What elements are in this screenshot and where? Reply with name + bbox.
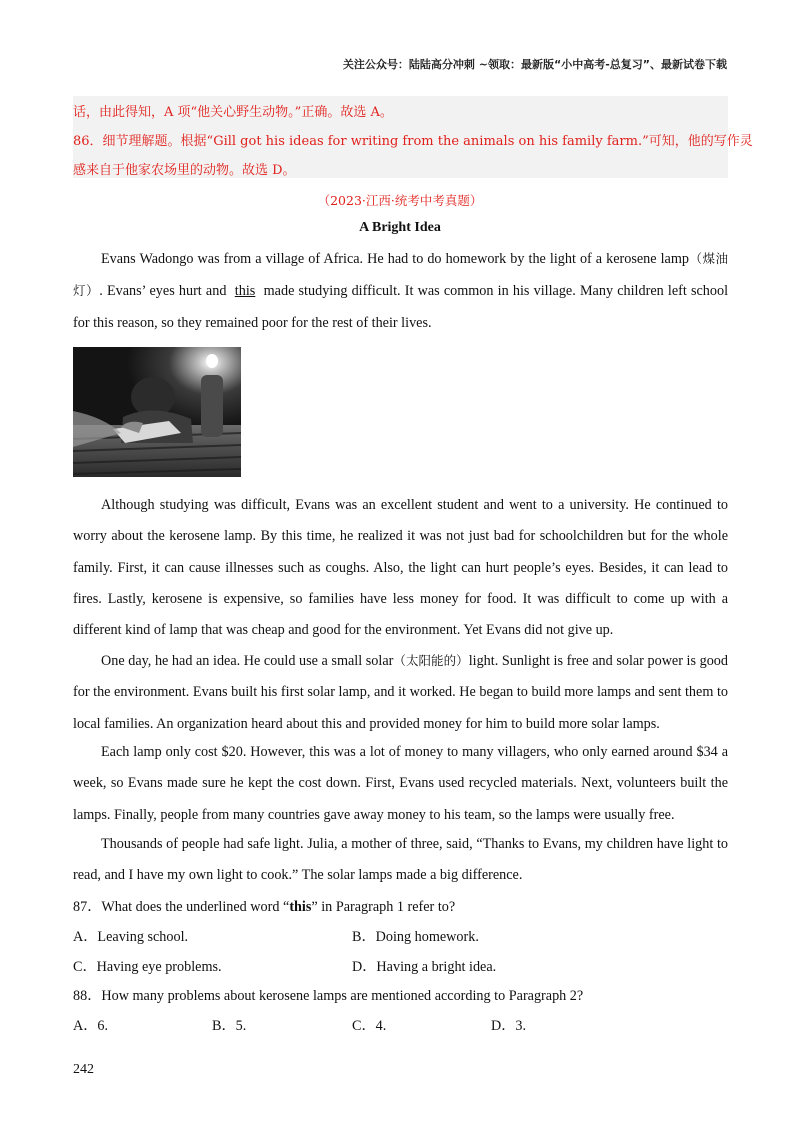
paragraph-1-text-a: Evans Wadongo was from a village of Africa. He had to do homework by the light of a kerosene lamp	[101, 251, 689, 267]
paragraph-1-text-b: . Evans’ eyes hurt and	[99, 283, 227, 300]
boy-studying-photo	[73, 347, 241, 477]
question-88-option-d: D．3.	[491, 1018, 527, 1034]
question-87-option-a: A．Leaving school.	[73, 929, 189, 945]
answer-line-1: 话，由此得知，A 项“他关心野生动物。”正确。故选 A。	[73, 105, 393, 120]
question-87-option-b: B．Doing homework.	[352, 929, 479, 945]
question-87-suffix: ” in Paragraph 1 refer to?	[311, 899, 456, 915]
question-87-option-c: C．Having eye problems.	[73, 959, 222, 975]
question-87	[73, 896, 455, 916]
paragraph-1-text-c: made studying difficult. It was common in his village. Many children left school for this reason, so they remained poor for the rest of their lives.	[73, 283, 729, 331]
paragraph-1	[73, 243, 728, 339]
answer-line-3: 感来自于他家农场里的动物。故选 D。	[73, 163, 296, 178]
underlined-word-this: this	[234, 283, 256, 300]
exam-source: （2023·江西·统考中考真题）	[317, 193, 483, 208]
question-87-bold-word: this	[289, 899, 312, 915]
paragraph-5: Thousands of people had safe light. Julia, a mother of three, said, “Thanks to Evans, my children have light to read, and I have my own light to cook.” The solar lamps made a big difference.	[73, 836, 728, 884]
paragraph-3-text-b: light. Sunlight is free and solar power is good for the environment. Evans built his first solar lamp, and it worked. He began to build more lamps and sent them to local families. An organization heard about this and provided money for him to build more solar lamps.	[73, 653, 728, 732]
question-88-option-c: C．4.	[352, 1018, 387, 1034]
paragraph-2: Although studying was difficult, Evans was an excellent student and went to a university. He continued to worry about the kerosene lamp. By this time, he realized it was not just bad for schoolchildren but for the whole family. First, it can cause illnesses such as coughs. Also, the light can hurt people’s eyes. Besides, it can lead to fires. Lastly, kerosene is expensive, so families have less money for food. It was difficult to come up with a different kind of lamp that was cheap and good for the environment. Yet Evans did not give up.	[73, 497, 728, 639]
paragraph-3	[73, 645, 728, 740]
question-88: 88．How many problems about kerosene lamps are mentioned according to Paragraph 2?	[73, 988, 584, 1004]
paragraph-1-chinese-gloss: （煤油灯）	[73, 251, 728, 299]
paragraph-3-chinese-gloss: （太阳能的）	[393, 653, 469, 668]
answer-line-2: 86．细节理解题。根据“Gill got his ideas for writing from the animals on his family farm.”可知，他的写作灵	[73, 134, 753, 149]
page-number: 242	[73, 1062, 94, 1077]
question-88-option-a: A．6.	[73, 1018, 109, 1034]
passage-title: A Bright Idea	[359, 220, 441, 235]
page-header: 关注公众号：陆陆高分冲刺 ~领取：最新版“小中高考-总复习”、最新试卷下载	[342, 58, 727, 71]
question-87-option-d: D．Having a bright idea.	[352, 959, 497, 975]
question-88-option-b: B．5.	[212, 1018, 247, 1034]
paragraph-4: Each lamp only cost $20. However, this was a lot of money to many villagers, who only earned around $34 a week, so Evans made sure he kept the cost down. First, Evans used recycled materials. Next, volunteers built the lamps. Finally, people from many countries gave away money to his team, so the lamps were usually free.	[73, 744, 728, 823]
question-87-prefix: 87．What does the underlined word “	[73, 899, 290, 915]
paragraph-3-text-a: One day, he had an idea. He could use a small solar	[101, 653, 394, 669]
